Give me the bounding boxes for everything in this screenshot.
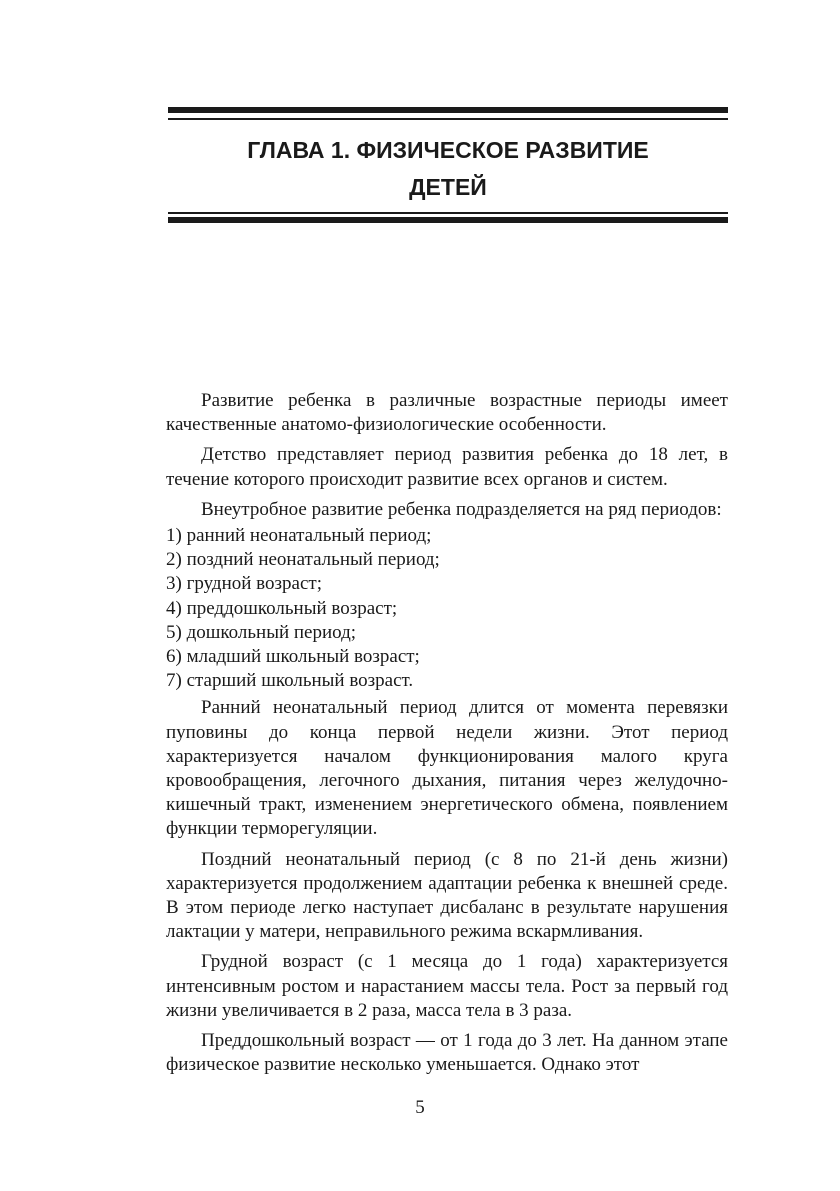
- list-item: 2) поздний неонатальный период;: [166, 549, 440, 571]
- top-thick-rule: [168, 107, 728, 113]
- bottom-thick-rule: [168, 217, 728, 223]
- paragraph-periods-intro: Внеутробное развитие ребенка подразделяется на ряд периодов:: [201, 498, 722, 520]
- paragraph-early-neonatal: Ранний неонатальный период длится от момента перевязки пуповины до конца первой недели жизни. Этот период характеризуется началом функционирования малого круга кровообращения, легочного дыхания, питания через желудочно-кишечный тракт, изменением энергетического обмена, появлением функции терморегуляции.: [166, 697, 728, 840]
- bottom-thin-rule: [168, 212, 728, 214]
- paragraph-preschool: Преддошкольный возраст — от 1 года до 3 лет. На данном этапе физическое развитие несколько уменьшается. Однако этот: [166, 1030, 728, 1076]
- periods-list: [166, 524, 728, 693]
- chapter-title: [168, 132, 728, 206]
- list-item: 6) младший школьный возраст;: [166, 646, 420, 668]
- chapter-title-line-2: ДЕТЕЙ: [409, 174, 487, 200]
- paragraph-infancy: Грудной возраст (с 1 месяца до 1 года) характеризуется интенсивным ростом и нарастанием массы тела. Рост за первый год жизни увеличивается в 2 раза, масса тела в 3 раза.: [166, 951, 728, 1021]
- list-item: 3) грудной возраст;: [166, 573, 322, 595]
- paragraph-late-neonatal: Поздний неонатальный период (с 8 по 21-й день жизни) характеризуется продолжением адаптации ребенка к внешней среде. В этом периоде легко наступает дисбаланс в результате нарушения лактации у матери, неправильного режима вскармливания.: [166, 848, 728, 943]
- body-text: [166, 389, 728, 1077]
- list-item: 7) старший школьный возраст.: [166, 670, 414, 692]
- list-item: 5) дошкольный период;: [166, 621, 357, 643]
- page-number: 5: [415, 1097, 425, 1118]
- list-item: 1) ранний неонатальный период;: [166, 525, 432, 547]
- chapter-title-line-1: ГЛАВА 1. ФИЗИЧЕСКОЕ РАЗВИТИЕ: [247, 137, 649, 163]
- list-item: 4) преддошкольный возраст;: [166, 597, 398, 619]
- paragraph-childhood: Детство представляет период развития ребенка до 18 лет, в течение которого происходит развитие всех органов и систем.: [166, 444, 728, 490]
- top-thin-rule: [168, 118, 728, 120]
- paragraph-intro: Развитие ребенка в различные возрастные периоды имеет качественные анатомо-физиологические особенности.: [166, 390, 728, 436]
